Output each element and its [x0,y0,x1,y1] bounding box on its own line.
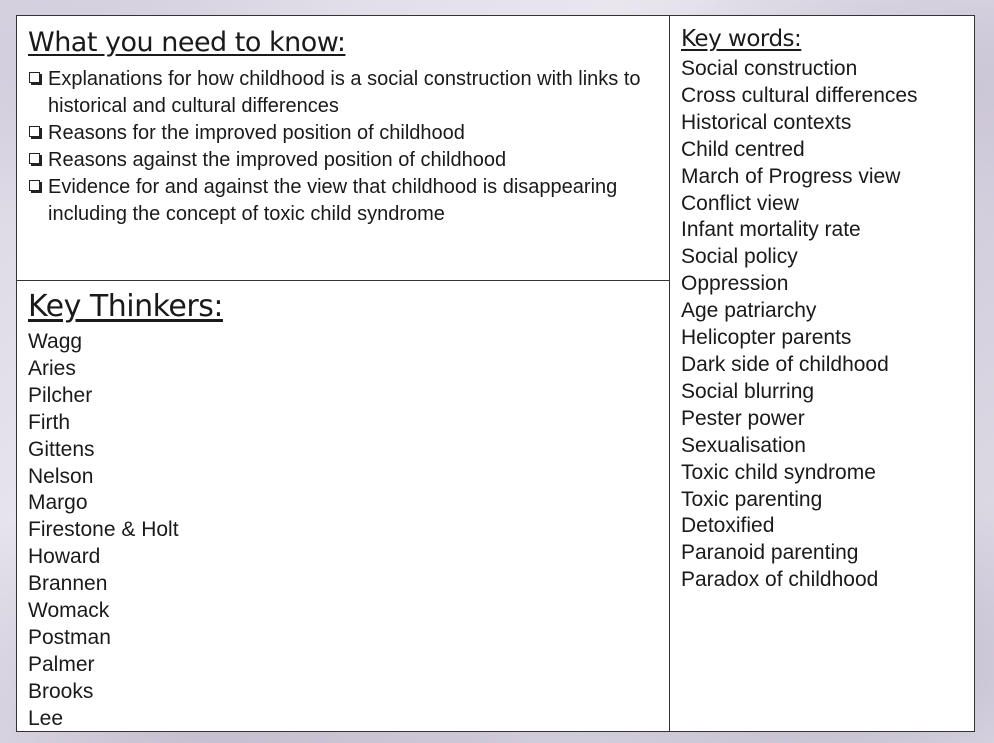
list-item: Reasons against the improved position of childhood [28,147,659,174]
key-word-item: Paranoid parenting [681,541,859,565]
checkbox-icon [29,153,40,164]
checkbox-icon [29,72,40,83]
key-thinker-item: Margo [28,491,88,515]
key-thinker-item: Wagg [28,330,83,353]
key-word-item: March of Progress view [681,164,901,188]
key-word-item: Pester power [681,406,805,430]
key-word-item: Paradox of childhood [681,568,879,592]
key-word-item: Cross cultural differences [681,83,918,107]
key-word-item: Infant mortality rate [681,218,861,242]
key-word-item: Conflict view [681,191,799,215]
key-word-item: Helicopter parents [681,326,852,350]
key-thinker-item: Postman [28,625,111,649]
key-thinker-item: Brannen [28,572,108,596]
checkbox-icon [29,126,40,137]
key-word-item: Detoxified [681,514,775,538]
key-thinkers-list [28,329,659,733]
key-word-item: Social policy [681,245,798,269]
key-thinker-item: Palmer [28,652,95,676]
key-word-item: Social blurring [681,379,815,403]
key-word-item: Sexualisation [681,433,806,457]
key-thinker-item: Howard [28,545,101,569]
key-thinker-item: Aries [28,356,76,380]
key-thinkers-panel [16,280,670,732]
key-word-item: Age patriarchy [681,299,817,323]
key-thinkers-heading: Key Thinkers: [28,289,223,324]
key-word-item: Dark side of childhood [681,352,889,376]
key-thinker-item: Lee [28,706,64,730]
key-word-item: Oppression [681,272,789,296]
key-thinker-item: Firth [28,410,70,434]
list-item: Reasons for the improved position of childhood [28,120,659,147]
key-thinker-item: Gittens [28,437,95,461]
need-to-know-heading: What you need to know: [28,27,346,58]
key-word-item: Social construction [681,57,858,80]
list-item: Evidence for and against the view that childhood is disappearing including the concept of toxic child syndrome [28,174,659,228]
key-word-item: Toxic child syndrome [681,460,876,484]
key-word-item: Toxic parenting [681,487,823,511]
key-words-panel [669,15,975,732]
key-words-heading: Key words: [681,26,802,52]
key-thinker-item: Womack [28,599,110,623]
key-words-list [681,56,966,594]
key-thinker-item: Firestone & Holt [28,518,179,542]
key-word-item: Historical contexts [681,110,852,134]
key-thinker-item: Pilcher [28,383,93,407]
key-thinker-item: Brooks [28,679,94,703]
key-word-item: Child centred [681,137,805,161]
list-item: Explanations for how childhood is a social construction with links to historical and cultural differences [28,66,659,120]
need-to-know-panel [16,15,670,281]
need-to-know-list [28,66,659,228]
checkbox-icon [29,180,40,191]
key-thinker-item: Nelson [28,464,94,488]
